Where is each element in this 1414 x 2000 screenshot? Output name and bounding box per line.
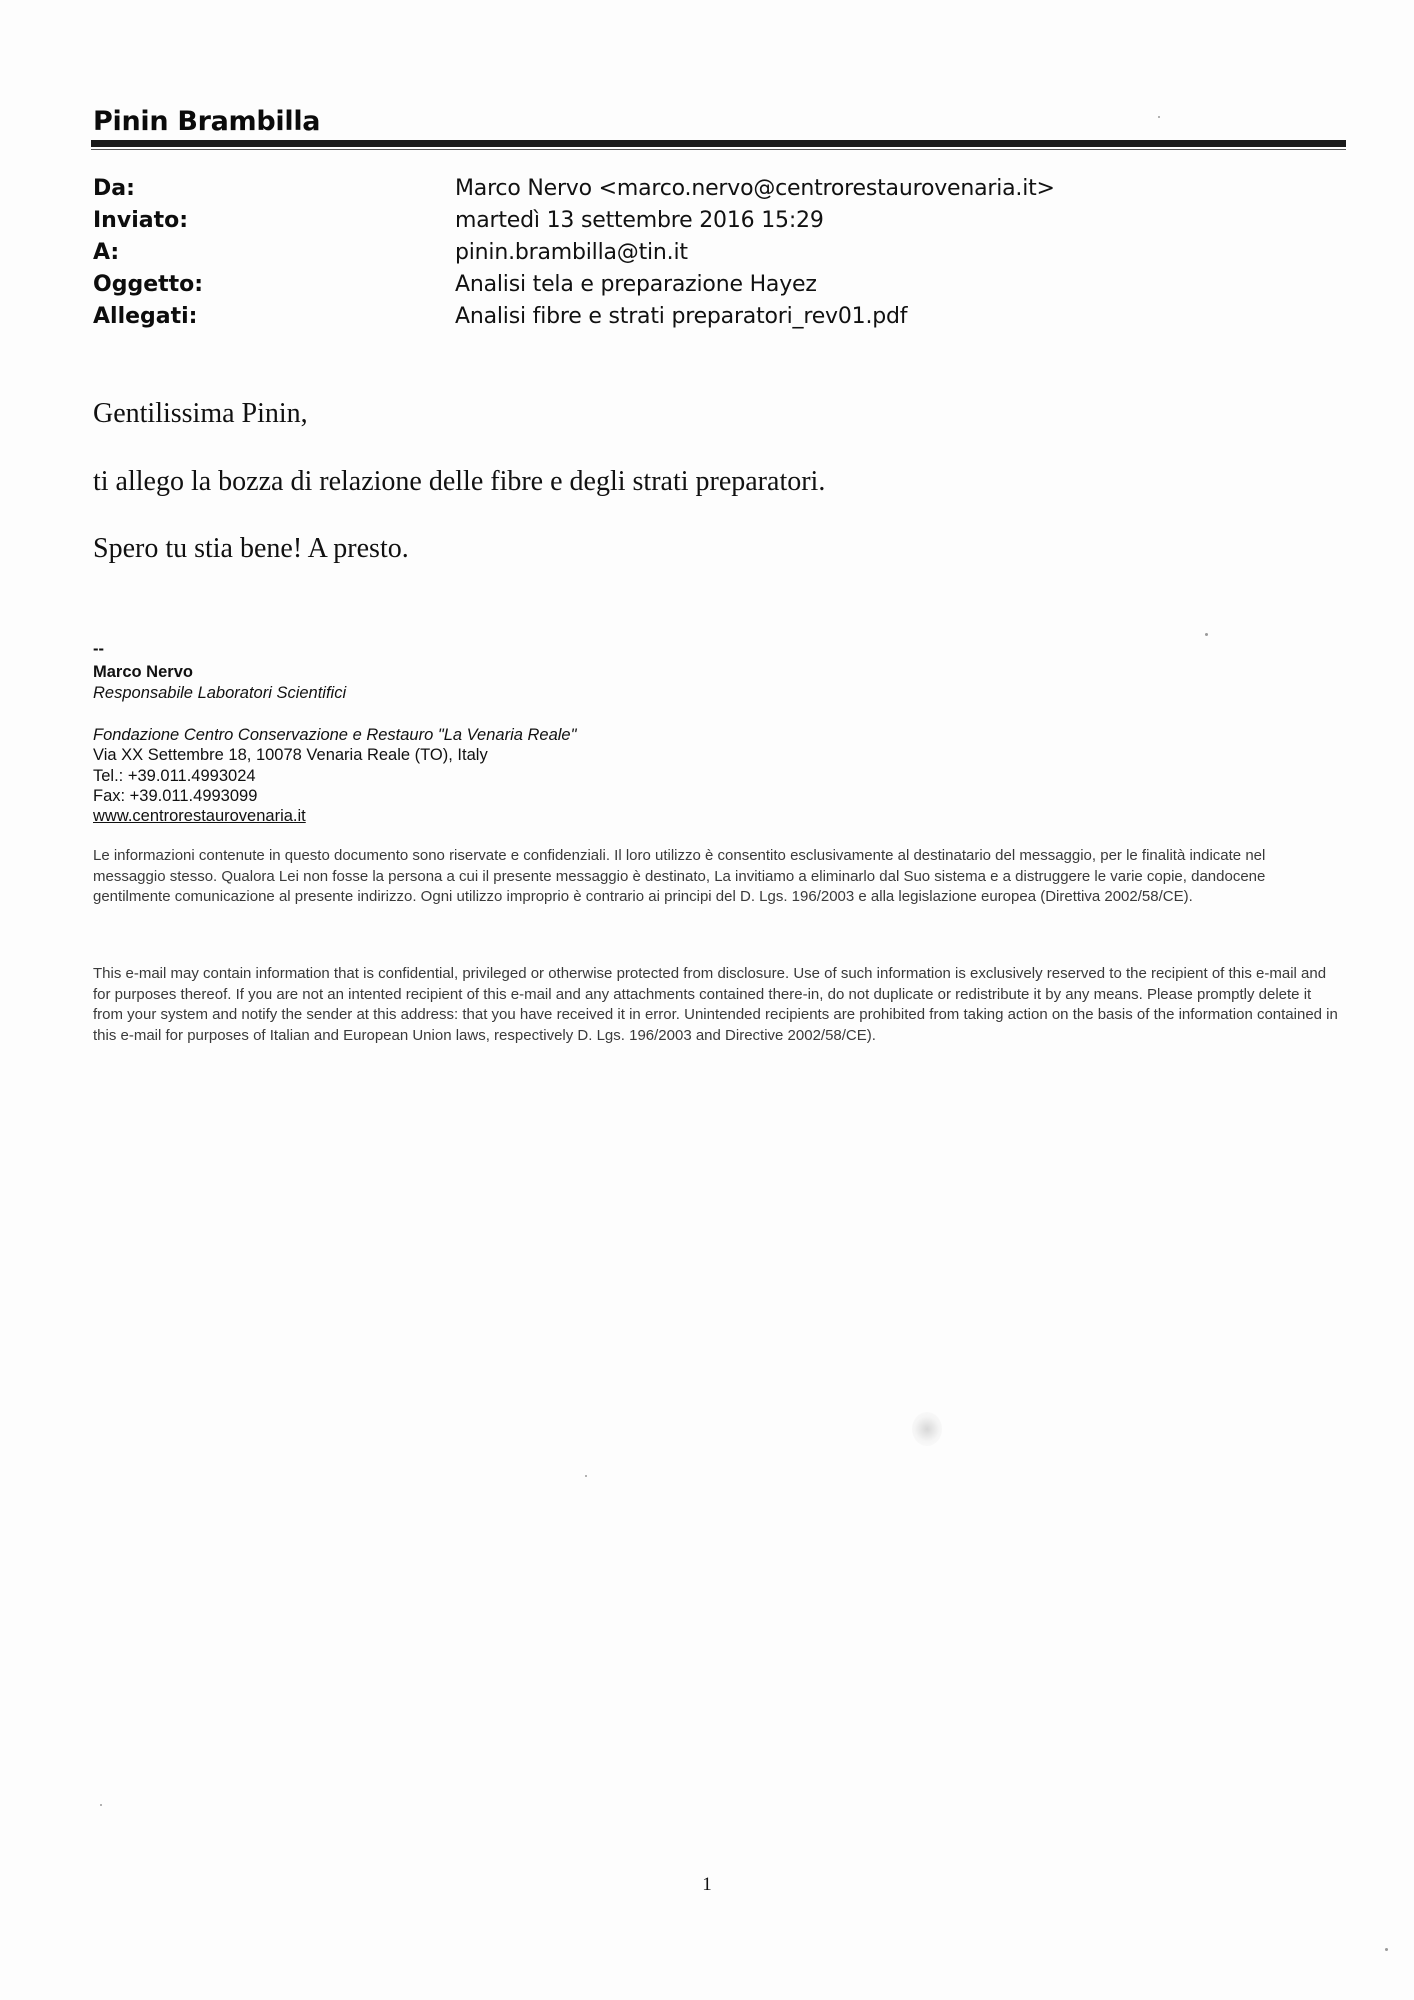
email-greeting: Gentilissima Pinin, (93, 398, 308, 429)
to-label: A: (93, 240, 120, 265)
attachments-label: Allegati: (93, 304, 198, 329)
signature-organization: Fondazione Centro Conservazione e Restauro "La Venaria Reale" (93, 726, 577, 744)
scan-smudge (912, 1412, 942, 1446)
header-divider-thin (91, 149, 1346, 150)
sent-value: martedì 13 settembre 2016 15:29 (455, 208, 824, 233)
scan-speck (1158, 116, 1160, 118)
sent-label: Inviato: (93, 208, 189, 233)
email-paragraph-2: Spero tu stia bene! A presto. (93, 533, 409, 564)
signature-phone: Tel.: +39.011.4993024 (93, 767, 256, 785)
subject-value: Analisi tela e preparazione Hayez (455, 272, 817, 297)
page-number: 1 (702, 1874, 712, 1895)
email-paragraph-1: ti allego la bozza di relazione delle fibre e degli strati preparatori. (93, 466, 826, 497)
signature-website-link[interactable]: www.centrorestaurovenaria.it (93, 807, 306, 825)
signature-fax: Fax: +39.011.4993099 (93, 787, 258, 805)
signature-address: Via XX Settembre 18, 10078 Venaria Reale (TO), Italy (93, 746, 488, 764)
subject-label: Oggetto: (93, 272, 204, 297)
scan-speck (585, 1475, 587, 1477)
from-label: Da: (93, 176, 135, 201)
attachments-value: Analisi fibre e strati preparatori_rev01.pdf (455, 304, 908, 329)
scan-speck (1205, 633, 1208, 636)
signature-separator: -- (93, 640, 104, 658)
signature-role: Responsabile Laboratori Scientifici (93, 684, 347, 702)
header-divider (91, 140, 1346, 147)
signature-name: Marco Nervo (93, 663, 193, 681)
scan-speck (100, 1804, 102, 1806)
disclaimer-english: This e-mail may contain information that is confidential, privileged or otherwise protected from disclosure. Use of such information is exclusively reserved to the recipient of this e-mail and for purposes thereof. If you are not an intented recipient of this e-mail and any attachments contained there-in, do not duplicate or redistribute it by any means. Please promptly delete it from your system and notify the sender at this address: that you have received it in error. Unintended recipients are prohibited from taking action on the basis of the information contained in this e-mail for purposes of Italian and European Union laws, respectively D. Lgs. 196/2003 and Directive 2002/58/CE). (93, 965, 1338, 1044)
mailbox-owner-name: Pinin Brambilla (93, 106, 321, 137)
disclaimer-italian: Le informazioni contenute in questo documento sono riservate e confidenziali. Il loro utilizzo è consentito esclusivamente al destinatario del messaggio, per le finalità indicate nel messaggio stesso. Qualora Lei non fosse la persona a cui il presente messaggio è destinato, La invitiamo a eliminarlo dal Suo sistema e a distruggere le varie copie, dandocene gentilmente comunicazione al presente indirizzo. Ogni utilizzo improprio è contrario ai principi del D. Lgs. 196/2003 e alla legislazione europea (Direttiva 2002/58/CE). (93, 847, 1266, 905)
scan-speck (1385, 1948, 1388, 1951)
from-value: Marco Nervo <marco.nervo@centrorestaurovenaria.it> (455, 176, 1055, 201)
to-value: pinin.brambilla@tin.it (455, 240, 688, 265)
